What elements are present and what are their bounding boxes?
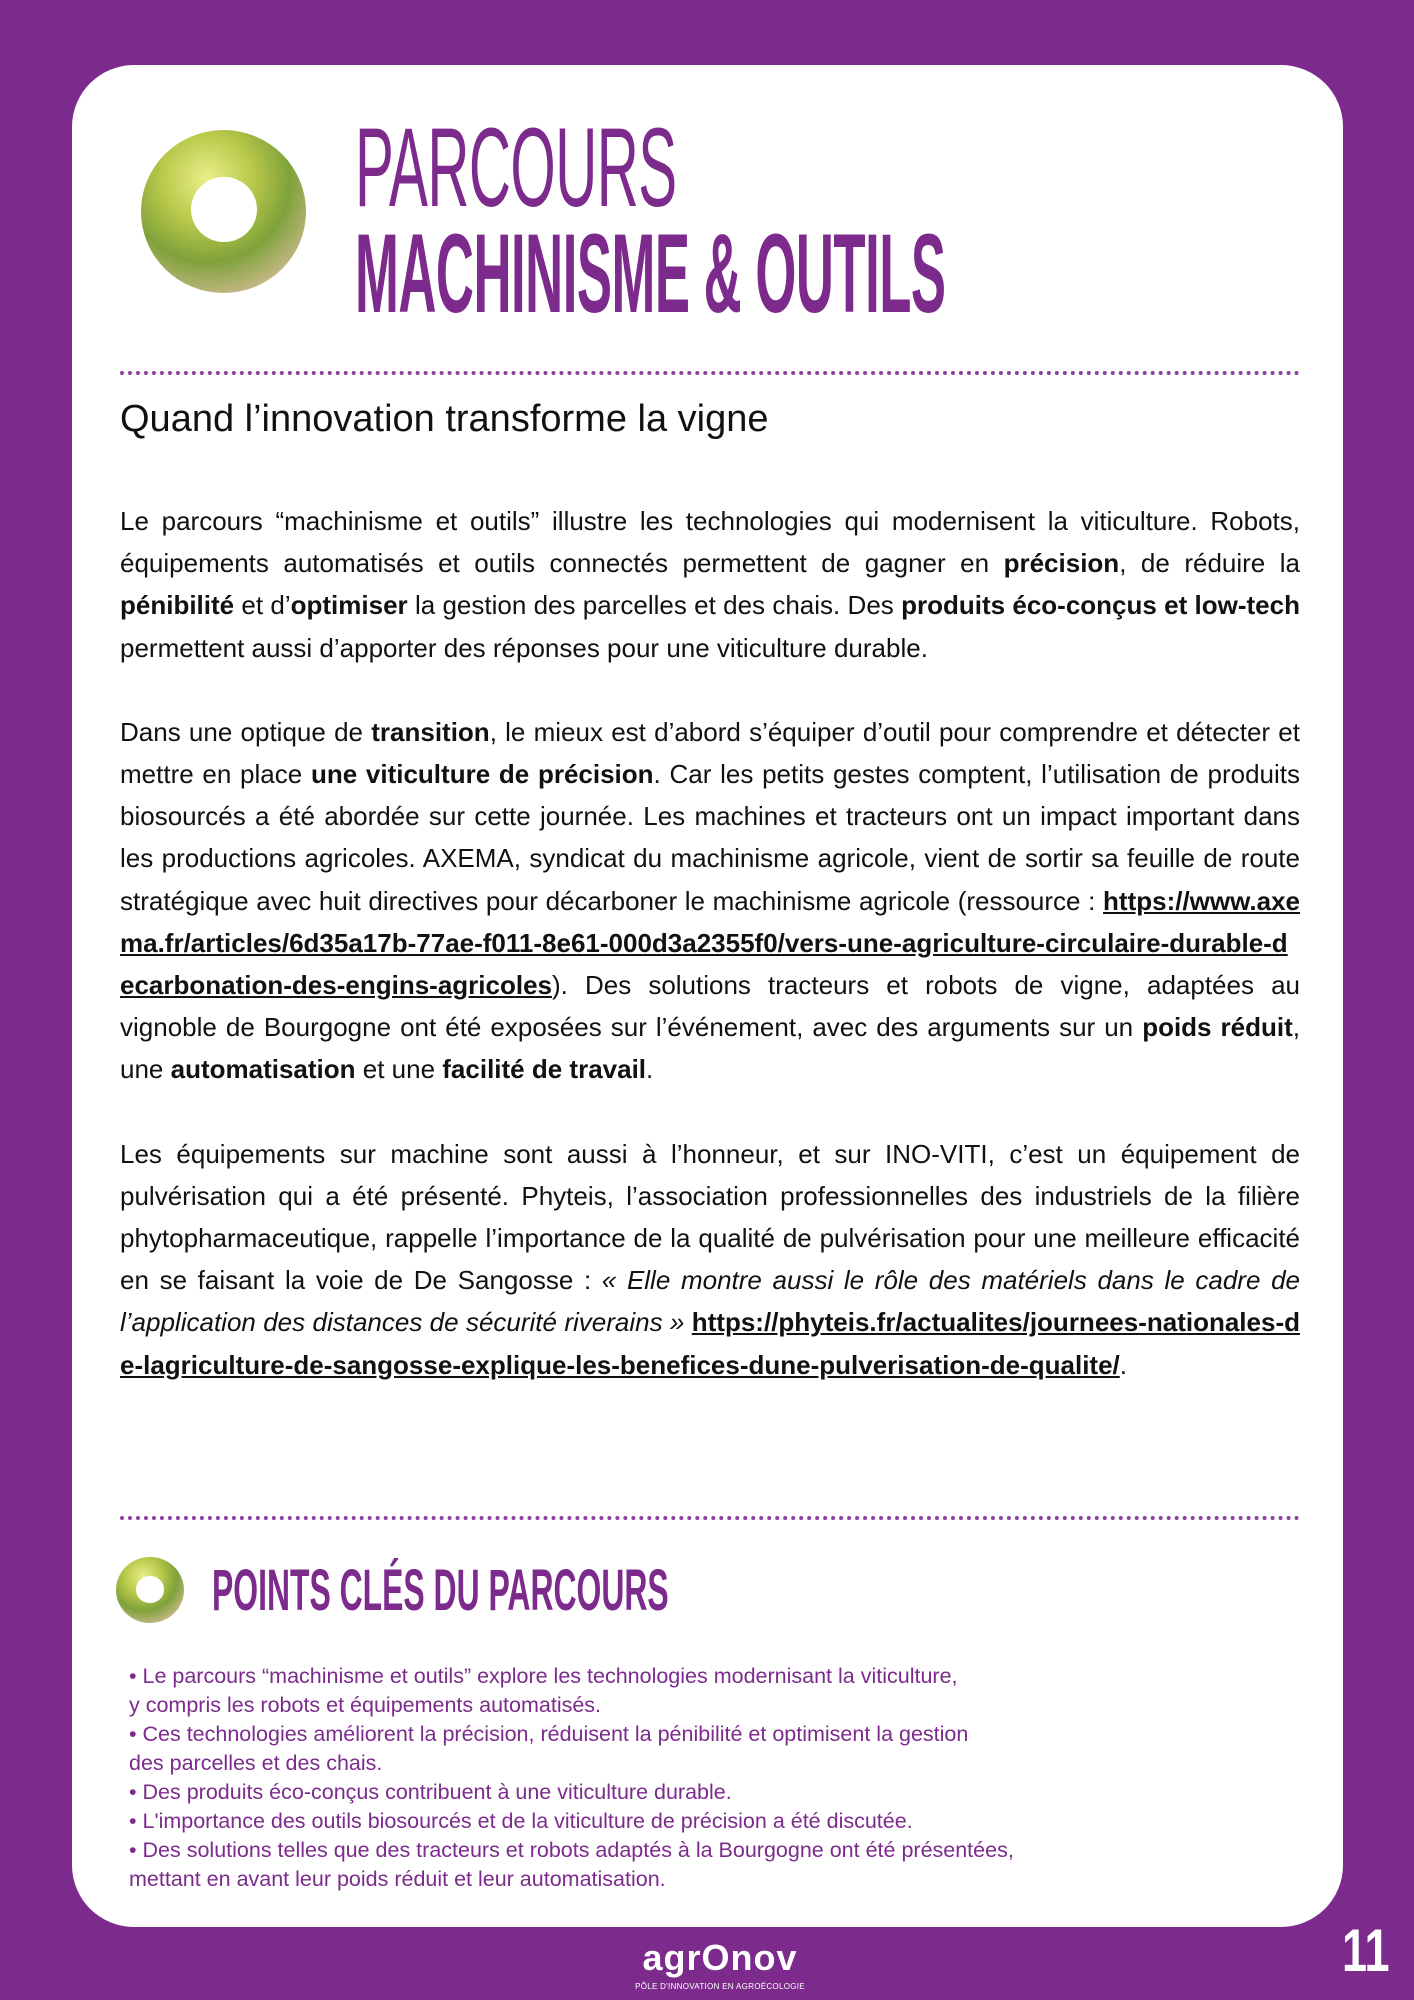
text: Dans une optique de: [120, 716, 372, 747]
text: la gestion des parcelles et des chais. Des: [407, 590, 902, 621]
key-point-line: • Ces technologies améliorent la précision, réduisent la pénibilité et optimisent la gestion: [129, 1722, 969, 1746]
logo-tagline: PÔLE D'INNOVATION EN AGROÉCOLOGIE: [635, 1982, 805, 1991]
bold-text: précision: [1003, 548, 1120, 579]
bold-text: optimiser: [290, 590, 408, 621]
title-line-1: PARCOURS: [355, 105, 677, 230]
title-line-2: MACHINISME & OUTILS: [355, 211, 946, 336]
key-point-line: • Des solutions telles que des tracteurs et robots adaptés à la Bourgogne ont été présentées,: [129, 1838, 1014, 1862]
text: Les équipements sur machine sont aussi à l’honneur, et sur INO-VITI, c’est un équipement de pulvérisation qui a été présenté. Phyteis, l’association professionnelles des industriels de la filière phytopharmaceutique, rappelle l’importance de la qualité de pulvérisation pour une meilleure efficacité en se faisant la voie de De Sangosse :: [120, 1138, 1300, 1296]
resource-link[interactable]: https://phyteis.fr/actualites/journees-nationales-de-lagriculture-de-sangosse-explique-les-benefices-dune-pulverisation-de-qualite/: [120, 1307, 1300, 1380]
text: Le parcours “machinisme et outils” illustre les technologies qui modernisent la viticulture. Robots, équipements automatisés et outils connectés permettent de gagner en: [120, 506, 1300, 579]
bold-text: facilité de travail: [442, 1054, 647, 1085]
text: .: [1119, 1349, 1127, 1380]
text: .: [646, 1054, 654, 1085]
paragraph: [120, 1133, 1300, 1386]
resource-link[interactable]: https://www.axema.fr/articles/6d35a17b-77ae-f011-8e61-000d3a2355f0/vers-une-agriculture-circulaire-durable-decarbonation-des-engins-agricoles: [120, 885, 1300, 1001]
section-subtitle: Quand l’innovation transforme la vigne: [120, 398, 769, 440]
body-text: [120, 500, 1300, 1428]
page-number: 11: [1342, 1917, 1390, 1984]
key-points-title: POINTS CLÉS DU PARCOURS: [212, 1558, 669, 1623]
key-point-line: • Des produits éco-conçus contribuent à une viticulture durable.: [129, 1780, 732, 1804]
bold-text: poids réduit: [1142, 1012, 1293, 1043]
text: . Car les petits gestes comptent, l’utilisation de produits biosourcés a été abordée sur cette journée. Les machines et tracteurs ont un impact important dans les productions agricoles. AXEMA, syndicat du machinisme agricole, vient de sortir sa feuille de route stratégique avec huit directives pour décarboner le machinisme agricole (ressource :: [120, 759, 1300, 916]
key-point-line: • Le parcours “machinisme et outils” explore les technologies modernisant la viticulture,: [129, 1664, 958, 1688]
logo-text: agrOnov: [642, 1937, 798, 1978]
key-point-line: des parcelles et des chais.: [129, 1751, 383, 1775]
quote-text: « Elle montre aussi le rôle des matériels dans le cadre de l’application des distances de sécurité riverains »: [120, 1265, 1301, 1338]
paragraph: [120, 500, 1300, 669]
bold-text: transition: [371, 716, 490, 747]
bold-text: une viticulture de précision: [310, 759, 654, 790]
dotted-divider: [120, 371, 1300, 375]
dotted-divider: [120, 1516, 1300, 1520]
key-point-line: mettant en avant leur poids réduit et leur automatisation.: [129, 1867, 666, 1891]
bold-text: pénibilité: [120, 590, 235, 621]
key-point-line: y compris les robots et équipements automatisés.: [129, 1693, 602, 1717]
text: [684, 1307, 691, 1337]
vine-ring-icon: [116, 1557, 184, 1623]
text: , de réduire la: [1119, 548, 1301, 579]
text: , le mieux est d’abord s’équiper d’outil pour comprendre et détecter et mettre en place: [120, 716, 1300, 790]
bold-text: automatisation: [170, 1054, 356, 1085]
key-points-list: [129, 1662, 1014, 1894]
text: ). Des solutions tracteurs et robots de vigne, adaptées au vignoble de Bourgogne ont été exposées sur l’événement, avec des arguments sur un: [120, 970, 1300, 1043]
text: et une: [355, 1054, 443, 1085]
text: permettent aussi d’apporter des réponses pour une viticulture durable.: [120, 632, 928, 663]
key-point-line: • L'importance des outils biosourcés et de la viticulture de précision a été discutée.: [129, 1809, 913, 1833]
agronov-logo: [620, 1937, 820, 1991]
bold-text: produits éco-conçus et low-tech: [901, 590, 1300, 621]
text: , une: [120, 1012, 1301, 1085]
vine-ring-image: [141, 130, 306, 293]
text: et d’: [234, 590, 291, 621]
paragraph: [120, 711, 1300, 1091]
